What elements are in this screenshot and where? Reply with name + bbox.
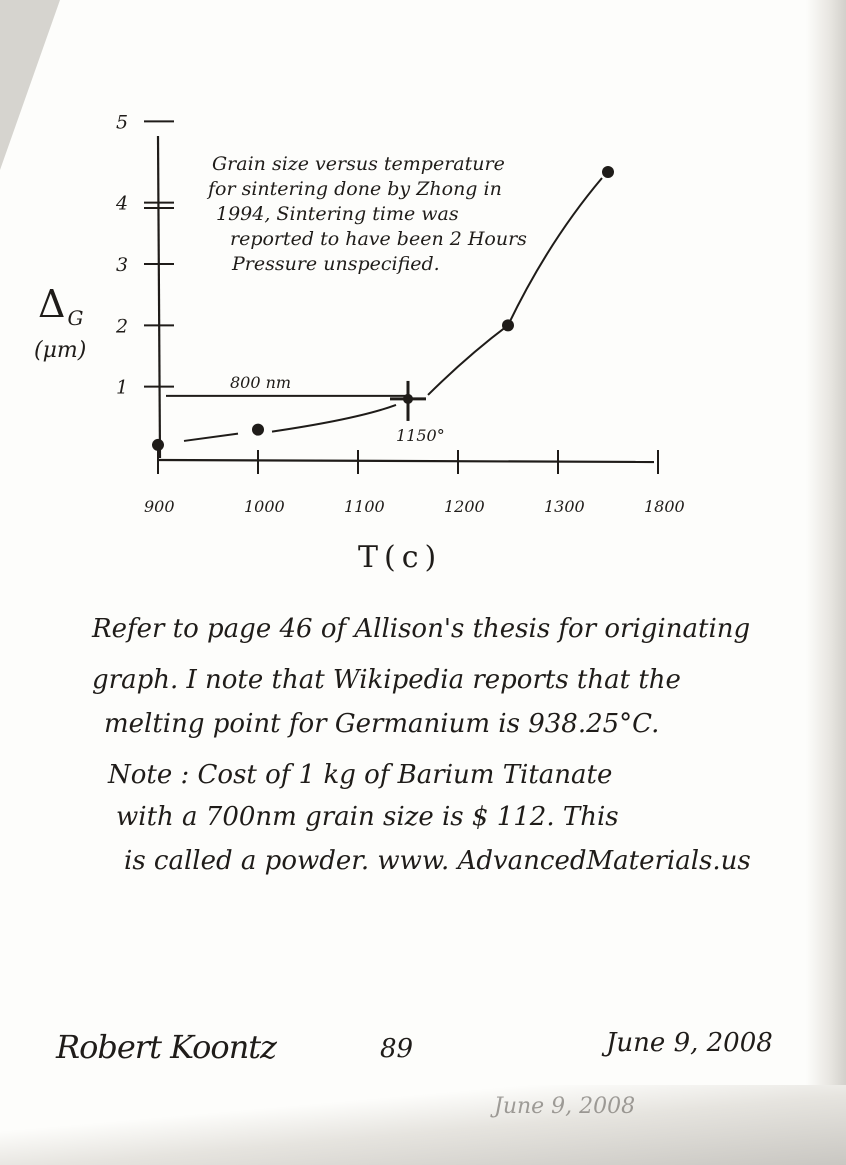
chart-note-line: Pressure unspecified. — [232, 253, 440, 275]
reference-point-label: 1150° — [396, 425, 445, 445]
chart-note-line: reported to have been 2 Hours — [230, 228, 527, 250]
x-tick-label: 1200 — [444, 497, 485, 516]
data-point — [403, 394, 413, 404]
data-point — [252, 424, 264, 436]
y-tick-label: 1 — [116, 376, 129, 399]
y-tick-label: 3 — [116, 254, 129, 276]
y-axis-line — [158, 136, 160, 458]
chart-note-line: for sintering done by Zhong in — [208, 178, 502, 200]
data-point — [502, 319, 514, 331]
y-tick-label: 4 — [116, 192, 129, 215]
x-axis-line — [158, 460, 654, 462]
y-tick-label: 5 — [116, 111, 129, 134]
x-tick-label: 1000 — [244, 497, 285, 516]
y-axis-symbol: Δ — [38, 282, 66, 326]
chart-note-line: Grain size versus temperature — [212, 153, 505, 175]
x-tick-label: 1800 — [644, 497, 685, 516]
body-line: Refer to page 46 of Allison's thesis for originating — [92, 614, 751, 644]
y-axis-label — [38, 282, 84, 330]
bleed-through-date: June 9, 2008 — [494, 1094, 636, 1119]
x-tick-label: 1100 — [344, 497, 385, 516]
x-axis-label: T(c) — [358, 540, 443, 575]
y-axis-subscript: G — [67, 306, 84, 330]
signature: Robert Koontz — [56, 1028, 277, 1066]
y-tick-label: 2 — [116, 315, 129, 338]
chart-note-line: 1994, Sintering time was — [216, 203, 459, 225]
x-tick-label: 900 — [144, 497, 175, 516]
body-line: melting point for Germanium is 938.25°C. — [104, 709, 660, 739]
x-tick-label: 1300 — [544, 497, 585, 516]
data-point — [602, 166, 614, 178]
reference-line-label: 800 nm — [230, 372, 292, 392]
body-line: Note : Cost of 1 kg of Barium Titanate — [108, 760, 613, 790]
page-bottom-curl — [0, 1085, 846, 1165]
page-number: 89 — [380, 1034, 414, 1064]
chart-note — [208, 152, 527, 277]
date: June 9, 2008 — [606, 1028, 773, 1058]
body-line: is called a powder. www. AdvancedMaterials.us — [124, 846, 751, 876]
y-axis-unit: (μm) — [34, 338, 87, 363]
data-point — [152, 439, 164, 451]
body-line: graph. I note that Wikipedia reports that the — [92, 665, 681, 695]
body-line: with a 700nm grain size is $ 112. This — [116, 802, 619, 832]
